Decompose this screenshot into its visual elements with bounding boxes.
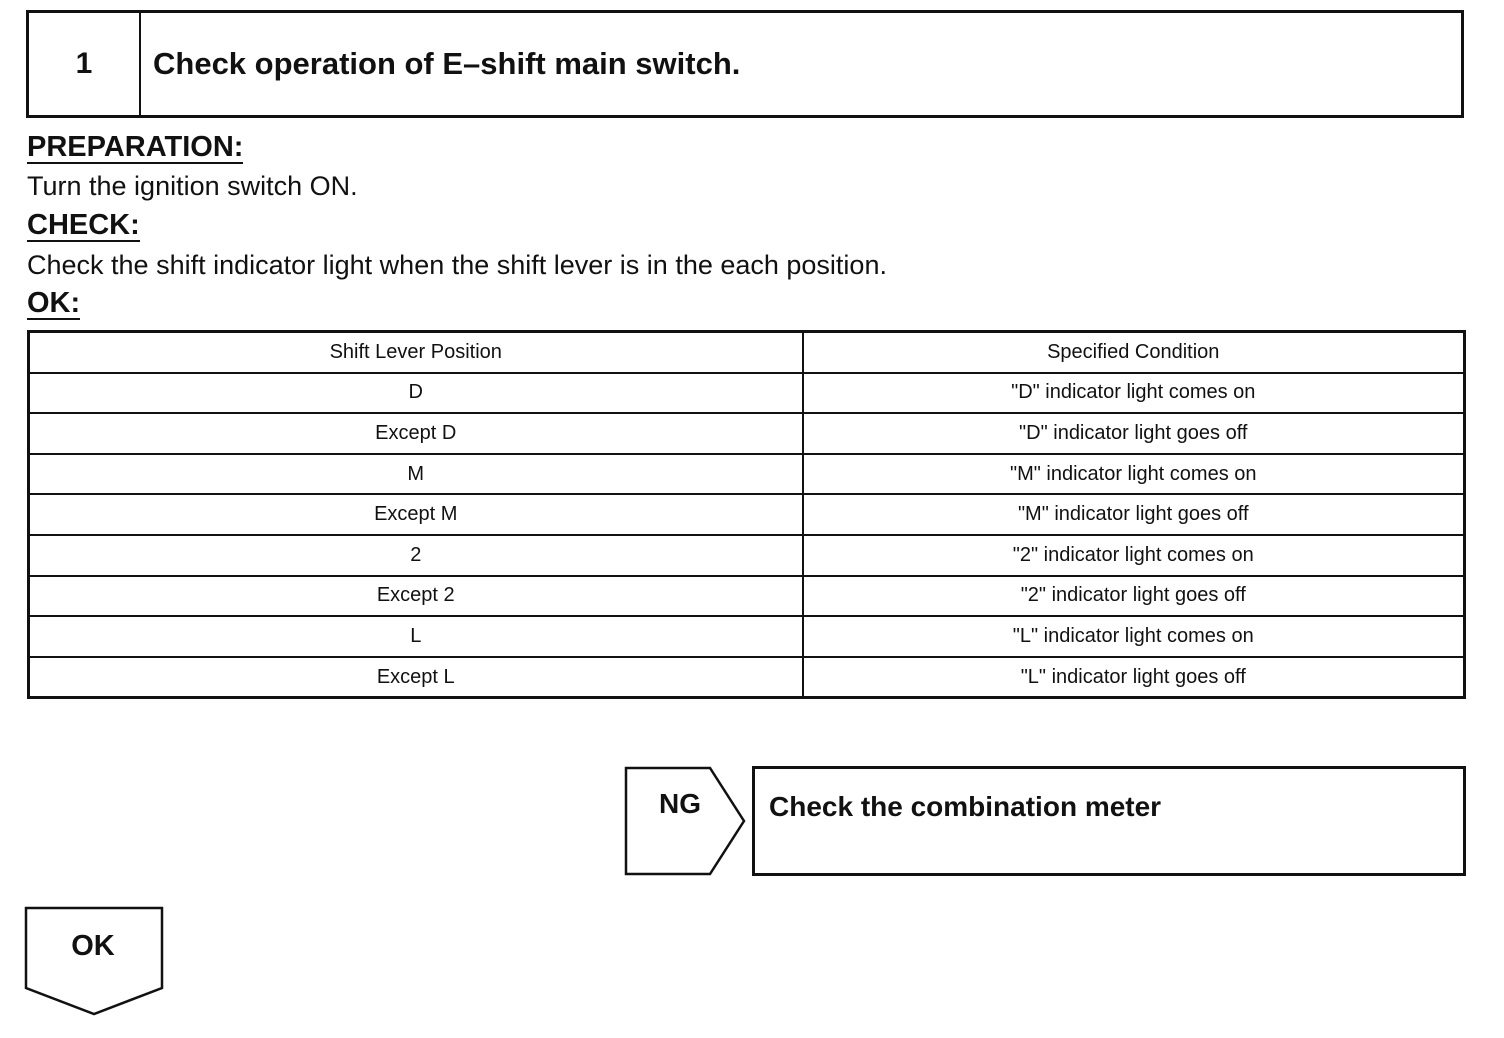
table-row xyxy=(29,535,1465,576)
ok-label: OK: xyxy=(27,287,81,319)
condition-cell: "L" indicator light comes on xyxy=(803,616,1465,657)
position-cell: Except D xyxy=(29,413,803,454)
table-row xyxy=(29,373,1465,414)
ng-action-box xyxy=(752,766,1466,876)
table-header-row xyxy=(29,332,1465,373)
table-row xyxy=(29,454,1465,495)
ng-arrow-tag-icon xyxy=(624,766,748,876)
position-cell: Except 2 xyxy=(29,576,803,617)
table-row xyxy=(29,616,1465,657)
preparation-label: PREPARATION: xyxy=(27,131,244,163)
condition-cell: "M" indicator light goes off xyxy=(803,494,1465,535)
position-cell: Except M xyxy=(29,494,803,535)
position-cell: 2 xyxy=(29,535,803,576)
condition-cell: "M" indicator light comes on xyxy=(803,454,1465,495)
position-cell: Except L xyxy=(29,657,803,698)
condition-cell: "2" indicator light comes on xyxy=(803,535,1465,576)
condition-cell: "D" indicator light goes off xyxy=(803,413,1465,454)
step-header xyxy=(26,10,1464,118)
table-row xyxy=(29,657,1465,698)
header-shift-lever-position: Shift Lever Position xyxy=(29,332,803,373)
table-row xyxy=(29,576,1465,617)
ng-tag-label: NG xyxy=(659,788,701,819)
condition-cell: "D" indicator light comes on xyxy=(803,373,1465,414)
position-cell: L xyxy=(29,616,803,657)
step-number: 1 xyxy=(29,13,141,115)
ok-condition-table xyxy=(27,330,1466,699)
position-cell: D xyxy=(29,373,803,414)
preparation-text: Turn the ignition switch ON. xyxy=(27,171,358,201)
ok-tag-label: OK xyxy=(71,930,115,962)
table-row xyxy=(29,413,1465,454)
position-cell: M xyxy=(29,454,803,495)
check-label: CHECK: xyxy=(27,209,140,241)
table-row xyxy=(29,494,1465,535)
header-specified-condition: Specified Condition xyxy=(803,332,1465,373)
condition-cell: "L" indicator light goes off xyxy=(803,657,1465,698)
condition-cell: "2" indicator light goes off xyxy=(803,576,1465,617)
step-title: Check operation of E–shift main switch. xyxy=(153,46,741,81)
check-text: Check the shift indicator light when the shift lever is in the each position. xyxy=(27,250,887,280)
ng-action-text: Check the combination meter xyxy=(769,791,1162,822)
